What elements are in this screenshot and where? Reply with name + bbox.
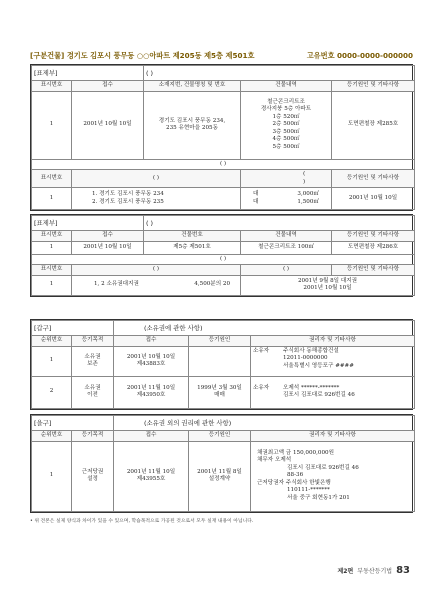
building-address: [구분건물] 경기도 김포시 풍무동 ○○아파트 제205동 제5층 제501호 [30, 51, 255, 60]
col-header: 등기원인 [189, 336, 251, 347]
section-subtitle: (소유권에 관한 사항) [114, 321, 415, 336]
display-number: 1 [32, 241, 72, 254]
unique-number: 고유번호 0000-0000-000000 [306, 51, 413, 60]
eulgu-section [30, 414, 413, 513]
col-header: 권리자 및 기타사항 [251, 431, 415, 442]
building-location: 경기도 김포시 풍무동 234, 235 유현마을 205동 [144, 91, 241, 159]
section-title: [표제부] [32, 66, 144, 81]
land-right-type: 1, 2 소유권대지권 4,500분의 20 [72, 275, 241, 295]
col-header: 등기원인 및 기타사항 [332, 170, 415, 188]
table-row: 1 소유권 보존 2001년 10월 10일 제43883호 소유자 주식회사 동해종합건설 12011-0000000 서울특별시 영등포구 #### [32, 346, 415, 376]
col-header: 표시번호 [32, 170, 72, 188]
col-header: 등기원인 및 기타사항 [332, 231, 415, 242]
section-title: [갑구] [32, 321, 114, 336]
pyojebu-unit-section [30, 214, 413, 297]
footnote: • 위 견본은 실제 양식과 차이가 있을 수 있으며, 학습목적으로 가공된 것으로서 모두 실재 내용이 아닙니다. [30, 519, 254, 524]
register-header [30, 51, 413, 61]
registration-date: 2001년 10월 10일 [332, 188, 415, 210]
col-header: ( ) [241, 265, 332, 276]
registration-cause: 도면편철장 제285호 [332, 91, 415, 159]
book-title: 부동산등기법 [357, 568, 393, 575]
col-header: 등기원인 및 기타사항 [332, 265, 415, 276]
section-subtitle: ( ) [144, 216, 415, 231]
col-header: 소재지번, 건물명칭 및 번호 [144, 81, 241, 92]
section-title: [표제부] [32, 216, 144, 231]
land-right-cause: 2001년 9월 8일 대지권 2001년 10월 10일 [241, 275, 415, 295]
building-detail: 철근콘크리트조 100㎡ [241, 241, 332, 254]
col-header: 순위번호 [32, 431, 72, 442]
display-number: 1 [32, 275, 72, 295]
col-header: ( ) [72, 265, 241, 276]
display-number: 1 [32, 91, 72, 159]
land-right-subheading: ( ) [32, 254, 415, 265]
page-footer [338, 565, 410, 576]
page-number: 83 [396, 565, 410, 576]
col-header: 표시번호 [32, 265, 72, 276]
col-header: 접수 [72, 231, 144, 242]
col-header: 권리자 및 기타사항 [251, 336, 415, 347]
col-header: 건물내역 [241, 231, 332, 242]
building-number: 제5층 제501호 [144, 241, 241, 254]
table-row: 1 근저당권 설정 2001년 11월 10일 제43955호 2001년 11월 8일 설정계약 채권최고액 금 150,000,000원 채무자 오제석 김포시 김포대로 926번길 46 88-36 근저당권자 주식회사 한빛은행 110111-******* 서울 중구 회현동1가 201 [32, 441, 415, 511]
land-kind-area: 대 3,000㎡ 대 1,500㎡ [241, 188, 332, 210]
col-header: 접수 [114, 431, 189, 442]
gapgu-section [30, 319, 413, 410]
land-lots: 1. 경기도 김포시 풍무동 234 2. 경기도 김포시 풍무동 235 [72, 188, 241, 210]
part-label: 제2편 [337, 568, 354, 575]
section-title: [을구] [32, 416, 114, 431]
building-detail: 철근콘크리트조 경사지붕 5층 아파트 1층 520㎡ 2층 500㎡ 3층 500㎡ 4층 500㎡ 5층 500㎡ [241, 91, 332, 159]
display-number: 1 [32, 188, 72, 210]
land-subheading: ( ) [32, 159, 415, 170]
col-header: 접수 [72, 81, 144, 92]
col-header: 접수 [114, 336, 189, 347]
section-subtitle: (소유권 외의 권리에 관한 사항) [114, 416, 415, 431]
pyojebu-building-section [30, 64, 413, 211]
col-header: 건물번호 [144, 231, 241, 242]
col-header: ( ) [72, 170, 241, 188]
receipt-date: 2001년 10월 10일 [72, 241, 144, 254]
registration-cause: 도면편철장 제286호 [332, 241, 415, 254]
col-header: 표시번호 [32, 231, 72, 242]
receipt-date: 2001년 10월 10일 [72, 91, 144, 159]
col-header: 순위번호 [32, 336, 72, 347]
col-header: 등기원인 및 기타사항 [332, 81, 415, 92]
col-header: 등기원인 [189, 431, 251, 442]
section-subtitle: ( ) [144, 66, 415, 81]
table-row: 2 소유권 이전 2001년 11월 10일 제43950호 1999년 3월 30일 매매 소유자 오제석 ******-******* 김포시 김포대로 926번길 46 [32, 376, 415, 408]
col-header: 등기목적 [72, 431, 114, 442]
col-header: 건물내역 [241, 81, 332, 92]
col-header: ( ) [241, 170, 332, 188]
col-header: 등기목적 [72, 336, 114, 347]
col-header: 표시번호 [32, 81, 72, 92]
